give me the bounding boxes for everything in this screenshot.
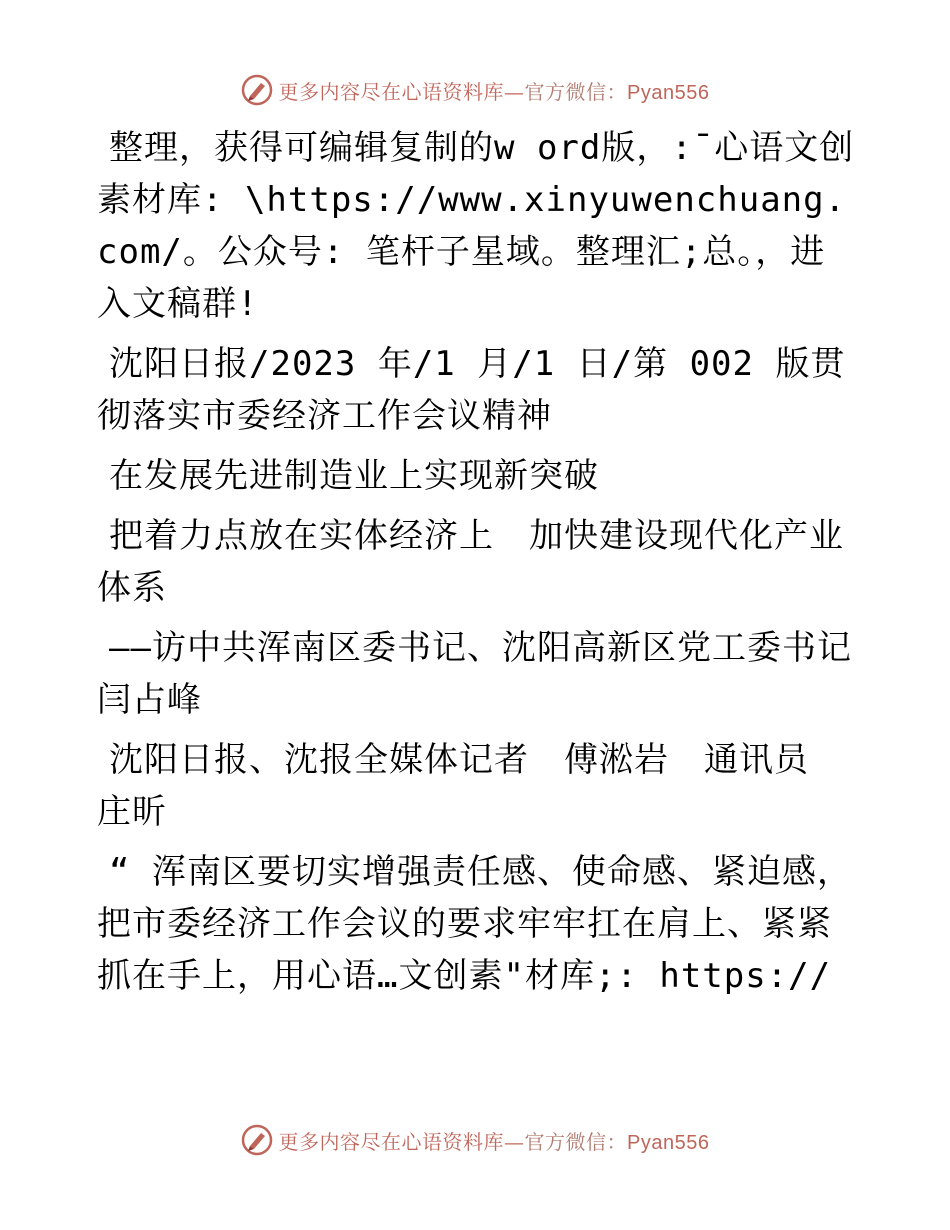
headline-paragraph: 在发展先进制造业上实现新突破 [109, 456, 599, 496]
document-body [97, 122, 857, 1010]
banner-text: 更多内容尽在心语资料库—官方微信：Pyan556 [278, 1129, 710, 1154]
quote-paragraph: “ 浑南区要切实增强责任感、使命感、紧迫感，把市委经济工作会议的要求牢牢扛在肩上、紧紧抓在手上，用心语…文创素"材库;: https:// [97, 852, 852, 996]
byline-paragraph: 沈阳日报、沈报全媒体记者 傅淞岩 通讯员 庄昕 [97, 740, 844, 832]
pen-logo-icon [241, 1124, 273, 1156]
subheadline-paragraph: 把着力点放在实体经济上 加快建设现代化产业体系 [97, 516, 844, 608]
intro-paragraph: 整理，获得可编辑复制的w ord版，:¯心语文创素材库: \https://www.xinyuwenchuang.com/。公众号: 笔杆子星域。整理汇;总。，进入文稿群! [97, 128, 855, 324]
source-line-paragraph: 沈阳日报/2023 年/1 月/1 日/第 002 版贯彻落实市委经济工作会议精神 [97, 344, 846, 436]
interview-subject-paragraph: ——访中共浑南区委书记、沈阳高新区党工委书记闫占峰 [97, 628, 852, 720]
header-watermark-banner [0, 70, 950, 110]
banner-text: 更多内容尽在心语资料库—官方微信：Pyan556 [278, 79, 710, 104]
footer-watermark-banner [0, 1120, 950, 1160]
pen-logo-icon [241, 74, 273, 106]
